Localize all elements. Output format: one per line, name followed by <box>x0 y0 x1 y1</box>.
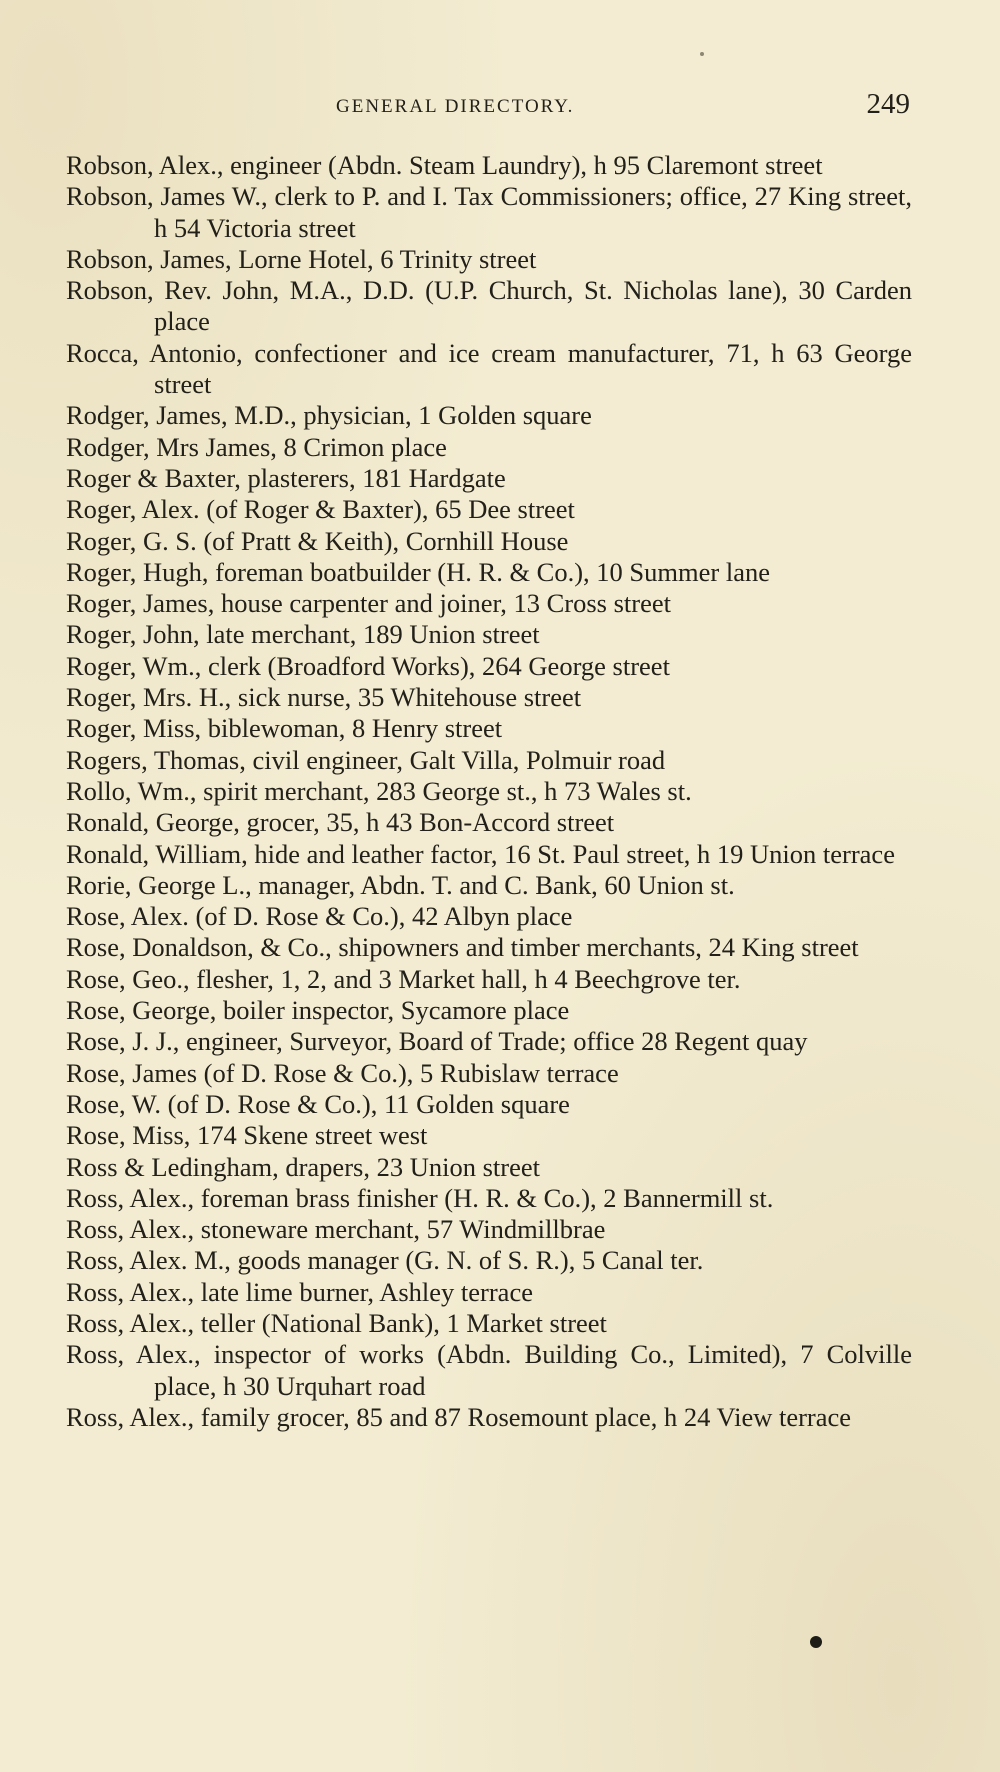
directory-entry: Ross, Alex., late lime burner, Ashley terrace <box>66 1276 533 1307</box>
running-head: GENERAL DIRECTORY. <box>336 96 575 117</box>
directory-entry: Robson, Alex., engineer (Abdn. Steam Laundry), h 95 Claremont street <box>66 150 823 180</box>
directory-entry: Robson, James, Lorne Hotel, 6 Trinity street <box>66 243 537 274</box>
directory-entry: Rocca, Antonio, confectioner and ice cream manufacturer, 71, h 63 George street <box>66 337 912 400</box>
directory-entry: Ross, Alex., teller (National Bank), 1 Market street <box>66 1307 607 1338</box>
directory-entry: Ross, Alex. M., goods manager (G. N. of S. R.), 5 Canal ter. <box>66 1245 704 1276</box>
directory-entry: Ross, Alex., family grocer, 85 and 87 Rosemount place, h 24 View terrace <box>66 1401 852 1432</box>
directory-entry: Robson, James W., clerk to P. and I. Tax Commissioners; office, 27 King street, h 54 Victoria street <box>66 181 912 243</box>
ink-dot-mark <box>810 1636 822 1648</box>
directory-entry: Rodger, Mrs James, 8 Crimon place <box>66 431 447 462</box>
directory-entry: Roger & Baxter, plasterers, 181 Hardgate <box>66 462 506 493</box>
directory-entry: Rollo, Wm., spirit merchant, 283 George st., h 73 Wales st. <box>66 775 692 806</box>
directory-entry: Rodger, James, M.D., physician, 1 Golden square <box>66 400 592 431</box>
directory-entries <box>66 150 912 1433</box>
directory-entry: Ross, Alex., inspector of works (Abdn. Building Co., Limited), 7 Colville place, h 30 Urquhart road <box>66 1339 912 1401</box>
directory-entry: Robson, Rev. John, M.A., D.D. (U.P. Church, St. Nicholas lane), 30 Carden place <box>66 275 912 337</box>
paper-speck <box>700 52 704 56</box>
directory-entry: Ronald, William, hide and leather factor, 16 St. Paul street, h 19 Union terrace <box>66 838 895 869</box>
directory-entry: Roger, James, house carpenter and joiner, 13 Cross street <box>66 588 671 619</box>
directory-entry: Roger, Hugh, foreman boatbuilder (H. R. & Co.), 10 Summer lane <box>66 556 770 587</box>
directory-entry: Rose, Alex. (of D. Rose & Co.), 42 Albyn place <box>66 901 573 932</box>
directory-entry: Rose, W. (of D. Rose & Co.), 11 Golden square <box>66 1088 570 1119</box>
page-number: 249 <box>866 88 910 120</box>
directory-entry: Roger, G. S. (of Pratt & Keith), Cornhill House <box>66 525 569 556</box>
directory-entry: Roger, Wm., clerk (Broadford Works), 264 George street <box>66 650 670 681</box>
directory-entry: Rose, Miss, 174 Skene street west <box>66 1120 428 1151</box>
directory-entry: Roger, Alex. (of Roger & Baxter), 65 Dee street <box>66 494 575 525</box>
directory-entry: Rose, Donaldson, & Co., shipowners and timber merchants, 24 King street <box>66 932 859 963</box>
directory-entry: Rose, J. J., engineer, Surveyor, Board of Trade; office 28 Regent quay <box>66 1026 808 1057</box>
directory-entry: Roger, John, late merchant, 189 Union street <box>66 619 540 650</box>
directory-entry: Rose, Geo., flesher, 1, 2, and 3 Market hall, h 4 Beechgrove ter. <box>66 963 741 994</box>
directory-entry: Ross & Ledingham, drapers, 23 Union street <box>66 1151 540 1182</box>
directory-entry: Ross, Alex., foreman brass finisher (H. R. & Co.), 2 Bannermill st. <box>66 1182 774 1213</box>
directory-entry: Ronald, George, grocer, 35, h 43 Bon-Accord street <box>66 807 615 838</box>
page-header <box>150 88 910 128</box>
directory-entry: Ross, Alex., stoneware merchant, 57 Windmillbrae <box>66 1214 606 1245</box>
directory-entry: Roger, Miss, biblewoman, 8 Henry street <box>66 713 503 744</box>
directory-entry: Rose, James (of D. Rose & Co.), 5 Rubislaw terrace <box>66 1057 619 1088</box>
directory-entry: Rorie, George L., manager, Abdn. T. and C. Bank, 60 Union st. <box>66 869 735 900</box>
directory-entry: Rogers, Thomas, civil engineer, Galt Villa, Polmuir road <box>66 744 666 775</box>
directory-entry: Roger, Mrs. H., sick nurse, 35 Whitehouse street <box>66 682 582 713</box>
directory-entry: Rose, George, boiler inspector, Sycamore place <box>66 995 570 1026</box>
